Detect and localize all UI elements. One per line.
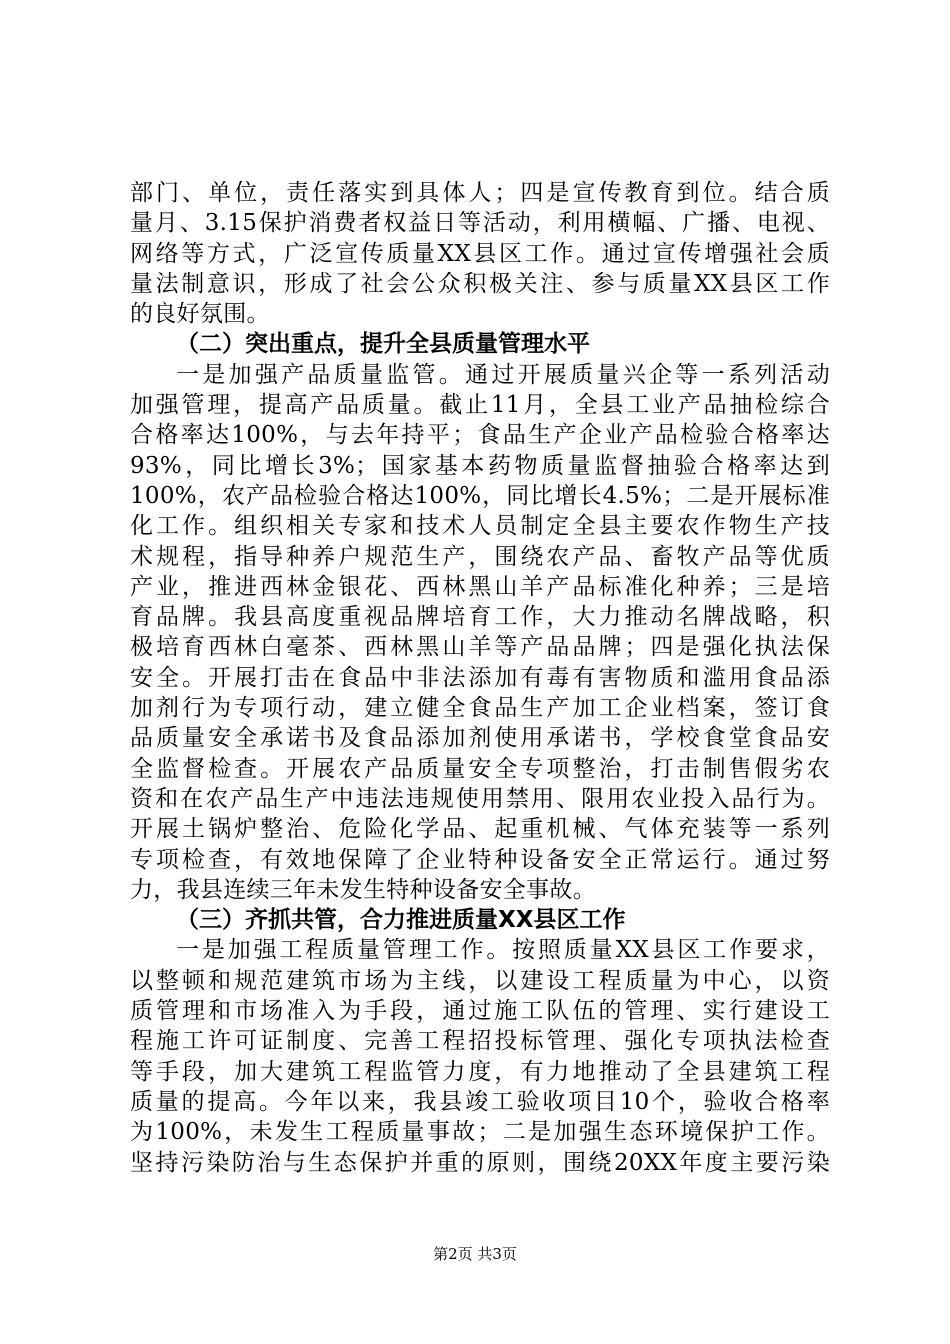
text-line: 产业，推进西林金银花、西林黑山羊产品标准化种养；三是培 (130, 573, 830, 600)
section-heading-3: （三）齐抓共管，合力推进质量XX县区工作 (176, 907, 626, 934)
text-line: 以整顿和规范建筑市场为主线，以建设工程质量为中心，以资 (130, 967, 830, 994)
text-line: 育品牌。我县高度重视品牌培育工作，大力推动名牌战略，积 (130, 604, 830, 631)
section-heading-2: （二）突出重点，提升全县质量管理水平 (176, 331, 590, 358)
text-line: 品质量安全承诺书及食品添加剂使用承诺书，学校食堂食品安 (130, 725, 830, 752)
text-line: 开展土锅炉整治、危险化学品、起重机械、气体充装等一系列 (130, 816, 830, 843)
text-line: 一是加强产品质量监管。通过开展质量兴企等一系列活动 (176, 361, 830, 388)
text-line: 专项检查，有效地保障了企业特种设备安全正常运行。通过努 (130, 846, 830, 873)
text-line: 网络等方式，广泛宣传质量XX县区工作。通过宣传增强社会质 (130, 240, 830, 267)
text-line: 为100%，未发生工程质量事故；二是加强生态环境保护工作。 (130, 1119, 830, 1146)
text-line: 部门、单位，责任落实到具体人；四是宣传教育到位。结合质 (130, 180, 830, 206)
paragraph-1 (130, 178, 830, 329)
text-line: 力，我县连续三年未发生特种设备安全事故。 (130, 876, 596, 903)
text-line: 质管理和市场准入为手段，通过施工队伍的管理、实行建设工 (130, 998, 830, 1025)
text-line: 加强管理，提高产品质量。截止11月，全县工业产品抽检综合 (130, 392, 830, 419)
text-line: 等手段，加大建筑工程监管力度，有力地推动了全县建筑工程 (130, 1058, 830, 1085)
text-line: 合格率达100%，与去年持平；食品生产企业产品检验合格率达 (130, 422, 830, 449)
paragraph-2 (130, 360, 830, 905)
text-line: 化工作。组织相关专家和技术人员制定全县主要农作物生产技 (130, 513, 830, 540)
page-number-footer: 第2页 共3页 (433, 1245, 517, 1263)
document-body (130, 178, 830, 1178)
text-line: 安全。开展打击在食品中非法添加有毒有害物质和滥用食品添 (130, 664, 830, 691)
text-line: 一是加强工程质量管理工作。按照质量XX县区工作要求， (176, 937, 830, 964)
text-line: 资和在农产品生产中违法违规使用禁用、限用农业投入品行为。 (130, 785, 830, 812)
text-line: 加剂行为专项行动，建立健全食品生产加工企业档案，签订食 (130, 695, 830, 722)
text-line: 术规程，指导种养户规范生产，围绕农产品、畜牧产品等优质 (130, 543, 830, 570)
text-line: 93%，同比增长3%；国家基本药物质量监督抽验合格率达到 (130, 452, 830, 479)
text-line: 程施工许可证制度、完善工程招投标管理、强化专项执法检查 (130, 1028, 830, 1055)
text-line: 量月、3.15保护消费者权益日等活动，利用横幅、广播、电视、 (130, 210, 830, 237)
text-line: 量法制意识，形成了社会公众积极关注、参与质量XX县区工作 (130, 270, 830, 297)
paragraph-3 (130, 935, 830, 1177)
text-line: 全监督检查。开展农产品质量安全专项整治，打击制售假劣农 (130, 755, 830, 782)
text-line: 的良好氛围。 (130, 301, 270, 328)
text-line: 极培育西林白毫茶、西林黑山羊等产品品牌；四是强化执法保 (130, 634, 830, 661)
text-line: 坚持污染防治与生态保护并重的原则，围绕20XX年度主要污染 (130, 1149, 830, 1176)
text-line: 100%，农产品检验合格达100%，同比增长4.5%；二是开展标准 (130, 482, 830, 509)
text-line: 质量的提高。今年以来，我县竣工验收项目10个，验收合格率 (130, 1088, 830, 1115)
